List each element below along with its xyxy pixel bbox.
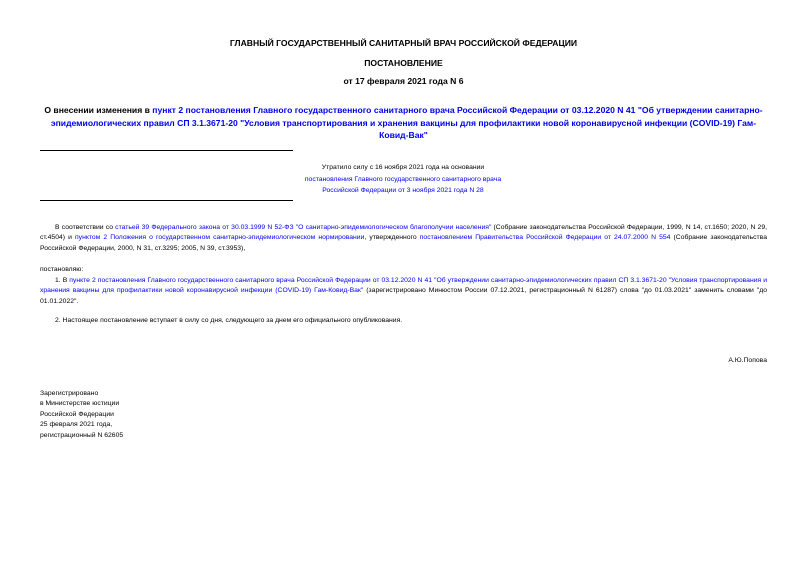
- expiry-link-line-3[interactable]: Российской Федерации от 3 ноября 2021 года N 28: [322, 187, 484, 194]
- link-article-39[interactable]: статьей 39 Федерального закона от 30.03.1999 N 52-ФЗ "О санитарно-эпидемиологическом благополучии населения": [115, 224, 492, 231]
- document-title: [40, 104, 767, 142]
- preamble-text-3: , утвержденного: [364, 234, 420, 242]
- document-type: ПОСТАНОВЛЕНИЕ: [364, 58, 443, 68]
- registration-line: 25 февраля 2021 года,: [40, 421, 113, 429]
- link-government-resolution[interactable]: постановлением Правительства Российской Федерации от 24.07.2000 N 554: [419, 234, 671, 242]
- signature: А.Ю.Попова: [728, 357, 767, 364]
- preamble-text-2: (Собрание законодательства Российской Федерации, 1999, N 14, ст.1650; 2020, N 29, ст.4504) и: [40, 224, 767, 242]
- registration-line: в Министерстве юстиции: [40, 400, 120, 408]
- expiry-line-1: Утратило силу с 16 ноября 2021 года на основании: [321, 164, 485, 171]
- clause-1: [40, 276, 767, 307]
- title-link[interactable]: пункт 2 постановления Главного государственного санитарного врача Российской Федерации от 03.12.2020 N 41 "Об утверждении санитарно-эпидемиологических правил СП 3.1.3671-20 "Условия транспортирования и хранения вакцины для профилактики новой коронавирусной инфекции (COVID-19) Гам-Ковид-Вак": [50, 105, 763, 140]
- resolved-label: постановляю:: [40, 266, 84, 273]
- registration-note: [40, 389, 123, 441]
- registration-line: Зарегистрировано: [40, 390, 99, 397]
- divider-top: [40, 150, 293, 151]
- document-date: от 17 февраля 2021 года N 6: [343, 76, 464, 86]
- registration-line: регистрационный N 62605: [40, 431, 124, 439]
- registration-line: Российской Федерации: [40, 410, 114, 418]
- issuing-authority: ГЛАВНЫЙ ГОСУДАРСТВЕННЫЙ САНИТАРНЫЙ ВРАЧ РОССИЙСКОЙ ФЕДЕРАЦИИ: [229, 38, 578, 48]
- clause-1-text-1: 1. В: [55, 277, 70, 284]
- clause-1-text-2: (зарегистрировано Минюстом России 07.12.2021, регистрационный N 61287) слова "до 01.03.2021" заменить словами "до 01.01.2022".: [40, 287, 767, 305]
- expiry-link-line-2[interactable]: постановления Главного государственного санитарного врача: [304, 175, 502, 183]
- link-regulation-point-2[interactable]: пунктом 2 Положения о государственном санитарно-эпидемиологическом нормировании: [74, 234, 365, 242]
- preamble-paragraph: [40, 223, 767, 254]
- expiry-note: [253, 162, 553, 197]
- title-prefix: О внесении изменения в: [44, 105, 153, 115]
- divider-bottom: [40, 200, 293, 201]
- preamble-text-4: (Собрание законодательства Российской Федерации, 2000, N 31, ст.3295; 2005, N 39, ст.3953),: [40, 234, 767, 252]
- clause-2: 2. Настоящее постановление вступает в силу со дня, следующего за днем его официального опубликования.: [55, 317, 403, 324]
- clause-1-link[interactable]: пункте 2 постановления Главного государственного санитарного врача Российской Федерации от 03.12.2020 N 41 "Об утверждении санитарно-эпидемиологических правил СП 3.1.3671-20 "Условия транспортирования и хранения вакцины для профилактики новой коронавирусной инфекции (COVID-19) Гам-Ковид-Вак": [40, 277, 768, 295]
- preamble-text-1: В соответствии со: [55, 224, 116, 231]
